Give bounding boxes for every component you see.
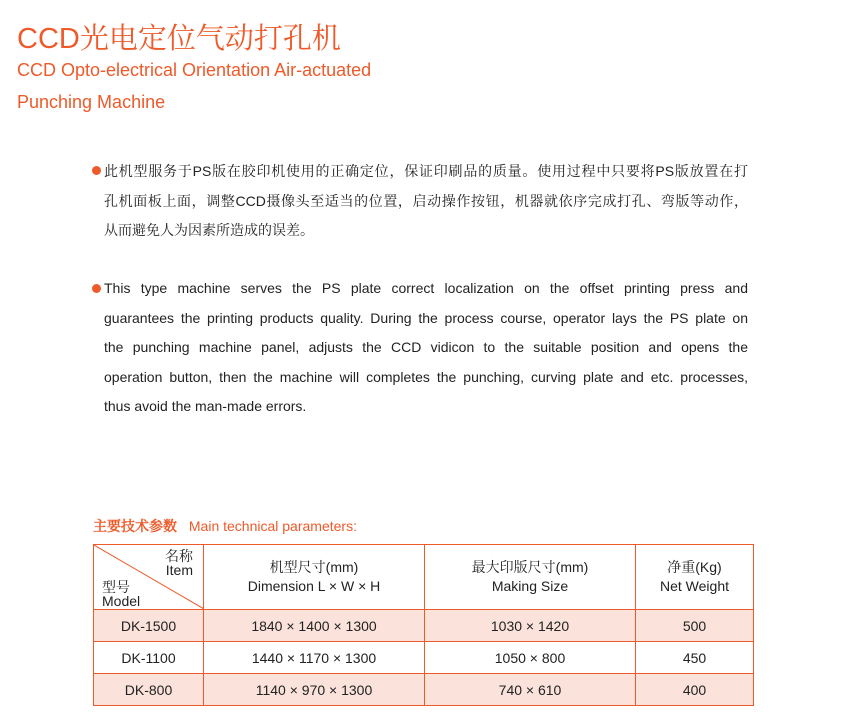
description-english (104, 274, 748, 422)
dimension-cell: 1440 × 1170 × 1300 (204, 642, 425, 674)
column-header-making-size: 最大印版尺寸(mm) Making Size (425, 545, 636, 610)
dimension-cell: 1140 × 970 × 1300 (204, 674, 425, 706)
model-cell: DK-1100 (94, 642, 204, 674)
table-header-row (94, 545, 754, 610)
description-chinese (104, 157, 748, 246)
description-line: thus avoid the man-made errors. (104, 398, 307, 414)
spec-table (93, 544, 754, 706)
page-subtitle-line2: Punching Machine (17, 92, 166, 112)
column-header-dimension: 机型尺寸(mm) Dimension L × W × H (204, 545, 425, 610)
corner-model-label: 型号 Model (102, 579, 141, 609)
params-heading (93, 516, 357, 536)
description-line: 孔机面板上面，调整CCD摄像头至适当的位置，启动操作按钮，机器就依序完成打孔、弯版等动作， (104, 192, 748, 209)
table-row (94, 674, 754, 706)
description-line: the punching machine panel, adjusts the CCD vidicon to the suitable position and opens the (104, 339, 748, 355)
params-heading-cn: 主要技术参数 (93, 518, 177, 534)
weight-cell: 450 (636, 642, 754, 674)
page-subtitle-line1: CCD Opto-electrical Orientation Air-actuated (17, 60, 372, 80)
bullet-icon (92, 166, 101, 175)
corner-header-cell (94, 545, 204, 610)
description-line: 从而避免人为因素所造成的误差。 (104, 222, 314, 238)
making-size-cell: 1030 × 1420 (425, 610, 636, 642)
dimension-cell: 1840 × 1400 × 1300 (204, 610, 425, 642)
column-header-weight: 净重(Kg) Net Weight (636, 545, 754, 610)
page-title: CCD光电定位气动打孔机 (17, 23, 341, 55)
bullet-icon (92, 284, 101, 293)
table-row (94, 610, 754, 642)
description-line: This type machine serves the PS plate correct localization on the offset printing press and (104, 280, 748, 296)
making-size-cell: 1050 × 800 (425, 642, 636, 674)
description-line: guarantees the printing products quality. During the process course, operator lays the PS plate on (104, 309, 748, 326)
model-cell: DK-800 (94, 674, 204, 706)
weight-cell: 400 (636, 674, 754, 706)
making-size-cell: 740 × 610 (425, 674, 636, 706)
corner-item-label: 名称 Item (165, 548, 193, 578)
model-cell: DK-1500 (94, 610, 204, 642)
weight-cell: 500 (636, 610, 754, 642)
description-line: operation button, then the machine will completes the punching, curving plate and etc. processes, (104, 368, 748, 385)
table-row (94, 642, 754, 674)
description-line: 此机型服务于PS版在胶印机使用的正确定位，保证印刷品的质量。使用过程中只要将PS版放置在打 (104, 163, 748, 179)
params-heading-en: Main technical parameters: (188, 518, 357, 534)
